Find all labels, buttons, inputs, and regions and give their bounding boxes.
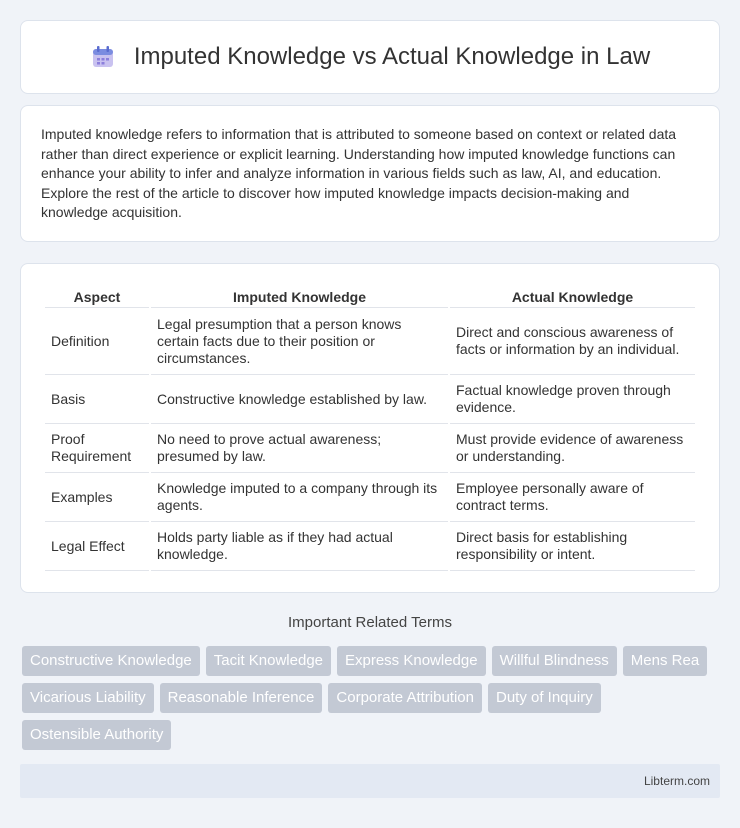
table-row xyxy=(45,522,695,571)
table-cell-actual: Employee personally aware of contract terms. xyxy=(450,473,695,522)
table-cell-imputed: Holds party liable as if they had actual knowledge. xyxy=(151,522,448,571)
table-cell-actual: Direct basis for establishing responsibility or intent. xyxy=(450,522,695,571)
related-term-tag[interactable]: Willful Blindness xyxy=(492,646,617,676)
table-cell-aspect: Basis xyxy=(45,375,149,424)
intro-card xyxy=(20,105,720,242)
table-cell-imputed: Knowledge imputed to a company through its agents. xyxy=(151,473,448,522)
table-cell-aspect: Definition xyxy=(45,308,149,375)
table-row xyxy=(45,424,695,473)
table-cell-actual: Must provide evidence of awareness or understanding. xyxy=(450,424,695,473)
related-term-tag[interactable]: Duty of Inquiry xyxy=(488,683,601,713)
comparison-table xyxy=(43,284,697,571)
footer xyxy=(20,764,720,798)
table-cell-imputed: Constructive knowledge established by law. xyxy=(151,375,448,424)
table-row xyxy=(45,375,695,424)
table-cell-imputed: No need to prove actual awareness; presumed by law. xyxy=(151,424,448,473)
related-term-tag[interactable]: Express Knowledge xyxy=(337,646,486,676)
related-term-tag[interactable]: Constructive Knowledge xyxy=(22,646,200,676)
related-terms-title: Important Related Terms xyxy=(288,614,452,631)
table-cell-actual: Direct and conscious awareness of facts or information by an individual. xyxy=(450,308,695,375)
related-term-tag[interactable]: Reasonable Inference xyxy=(160,683,323,713)
intro-text: Imputed knowledge refers to information that is attributed to someone based on context or related data rather than direct experience or explicit learning. Understanding how imputed knowledge functions can enhance your ability to infer and analyze information in various fields such as law, AI, and education. Explore the rest of the article to discover how imputed knowledge impacts decision-making and knowledge acquisition. xyxy=(41,126,677,221)
table-cell-aspect: Legal Effect xyxy=(45,522,149,571)
footer-brand-link[interactable]: Libterm.com xyxy=(643,774,710,788)
related-term-tag[interactable]: Mens Rea xyxy=(623,646,707,676)
header-card xyxy=(20,20,720,94)
column-header-actual: Actual Knowledge xyxy=(450,284,695,308)
column-header-aspect: Aspect xyxy=(45,284,149,308)
table-header-row xyxy=(45,284,695,308)
related-term-tag[interactable]: Tacit Knowledge xyxy=(206,646,331,676)
related-term-tag[interactable]: Ostensible Authority xyxy=(22,720,171,750)
table-row xyxy=(45,473,695,522)
comparison-table-card xyxy=(20,263,720,593)
table-row xyxy=(45,308,695,375)
related-terms-list xyxy=(22,646,722,750)
table-cell-imputed: Legal presumption that a person knows certain facts due to their position or circumstances. xyxy=(151,308,448,375)
column-header-imputed: Imputed Knowledge xyxy=(151,284,448,308)
page-title: Imputed Knowledge vs Actual Knowledge in Law xyxy=(133,43,651,70)
related-term-tag[interactable]: Corporate Attribution xyxy=(328,683,482,713)
calendar-icon xyxy=(90,44,116,70)
table-cell-aspect: Examples xyxy=(45,473,149,522)
related-term-tag[interactable]: Vicarious Liability xyxy=(22,683,154,713)
table-cell-actual: Factual knowledge proven through evidence. xyxy=(450,375,695,424)
table-cell-aspect: Proof Requirement xyxy=(45,424,149,473)
